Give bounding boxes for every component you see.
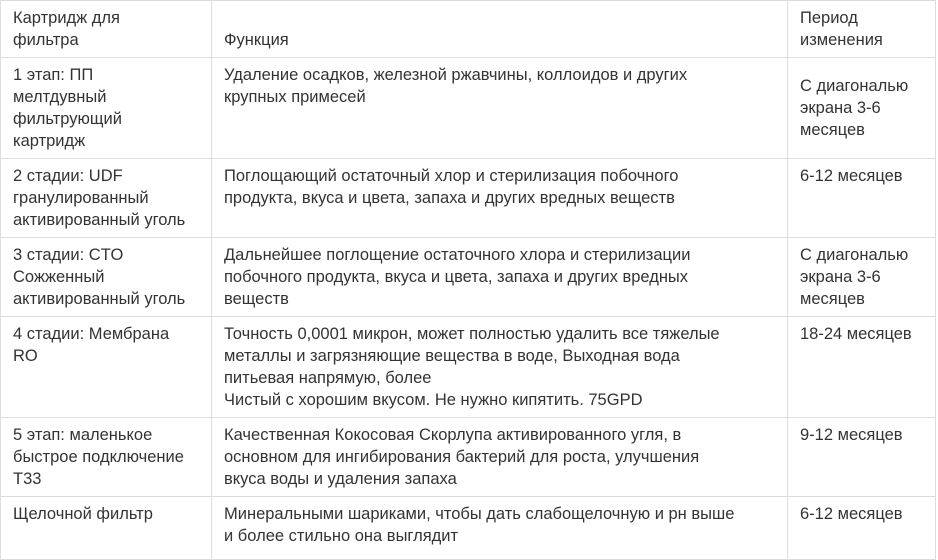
table-row [1,497,936,560]
period-cell [788,418,936,497]
cartridge-text: 2 стадии: UDF гранулированный активированный уголь [13,167,186,229]
table-header [1,1,936,58]
period-text: 6-12 месяцев [800,167,903,185]
cartridge-cell [1,58,212,159]
function-text: Точность 0,0001 микрон, может полностью удалить все тяжелые металлы и загрязняющие вещества в воде, Выходная вода питьевая напрямую, более Чистый с хорошим вкусом. Не нужно кипятить. 75GPD [224,325,720,409]
cartridge-cell [1,159,212,238]
header-function-label: Функция [224,31,289,49]
period-cell [788,497,936,560]
period-cell [788,238,936,317]
table-row [1,159,936,238]
function-cell [212,497,788,560]
header-cartridge-label: Картридж для фильтра [13,9,120,49]
function-text: Дальнейшее поглощение остаточного хлора и стерилизации побочного продукта, вкуса и цвета, запаха и других вредных веществ [224,246,691,308]
function-text: Удаление осадков, железной ржавчины, коллоидов и других крупных примесей [224,66,688,106]
period-text: 9-12 месяцев [800,426,903,444]
table-row [1,238,936,317]
period-text: 6-12 месяцев [800,505,903,523]
function-cell [212,58,788,159]
function-text: Поглощающий остаточный хлор и стерилизация побочного продукта, вкуса и цвета, запаха и других вредных веществ [224,167,679,207]
cartridge-cell [1,238,212,317]
cartridge-cell [1,497,212,560]
cartridge-text: 5 этап: маленькое быстрое подключение T33 [13,426,184,488]
function-cell [212,317,788,418]
function-text: Качественная Кокосовая Скорлупа активированного угля, в основном для ингибирования бактерий для роста, улучшения вкуса воды и удаления запаха [224,426,700,488]
period-text: С диагональю экрана 3-6 месяцев [800,246,909,308]
period-text: 18-24 месяцев [800,325,912,343]
function-cell [212,159,788,238]
header-period-label: Период изменения [800,9,883,49]
header-row [1,1,936,58]
cartridge-text: 1 этап: ПП мелтдувный фильтрующий картридж [13,66,122,150]
header-period [788,1,936,58]
period-cell [788,58,936,159]
function-cell [212,418,788,497]
period-text: С диагональю экрана 3-6 месяцев [800,77,909,139]
cartridge-cell [1,317,212,418]
header-function [212,1,788,58]
table-body [1,58,936,560]
table-row [1,317,936,418]
header-cartridge [1,1,212,58]
period-cell [788,317,936,418]
cartridge-text: Щелочной фильтр [13,505,153,523]
function-text: Минеральными шариками, чтобы дать слабощелочную и рн выше и более стильно она выглядит [224,505,735,545]
cartridge-text: 3 стадии: CTO Сожженный активированный уголь [13,246,186,308]
table-row [1,418,936,497]
cartridge-text: 4 стадии: Мембрана RO [13,325,170,365]
table-row [1,58,936,159]
period-cell [788,159,936,238]
cartridge-cell [1,418,212,497]
function-cell [212,238,788,317]
